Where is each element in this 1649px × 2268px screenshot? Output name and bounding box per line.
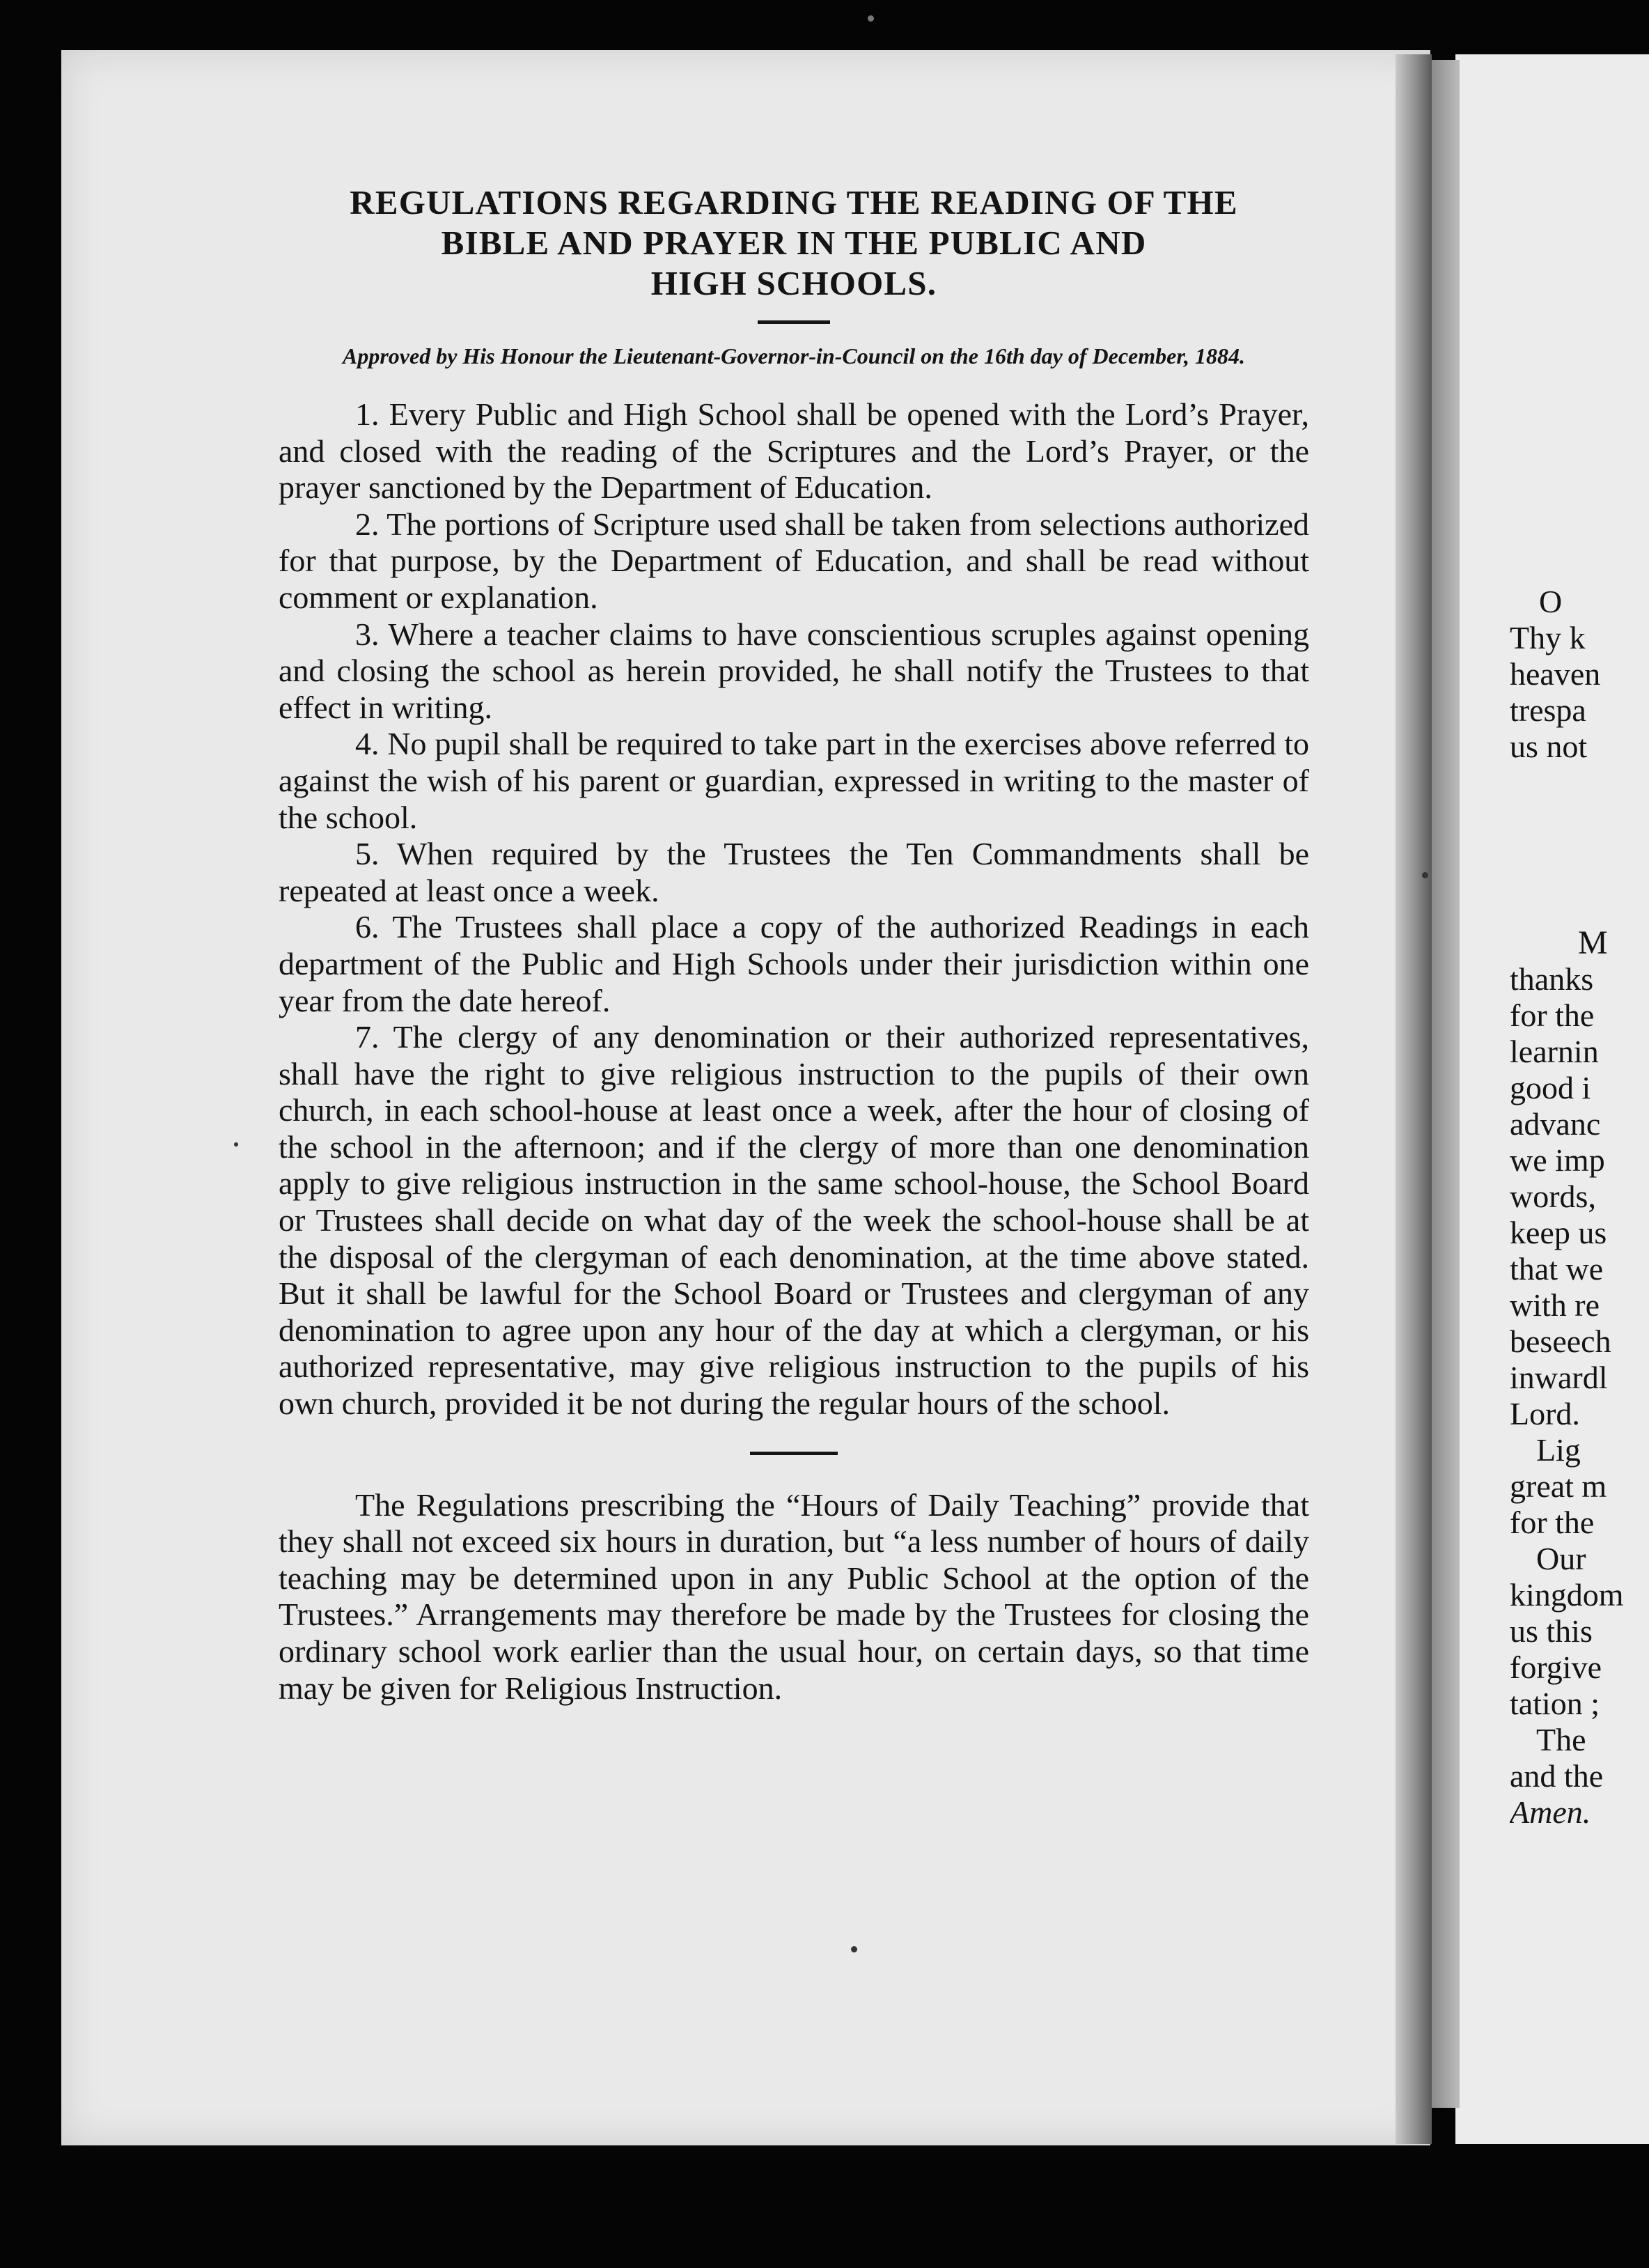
facing-line: keep us	[1510, 1215, 1607, 1250]
regulation-3: 3. Where a teacher claims to have conscientious scruples against opening and closing the school as herein provided, he shall notify the Trustees to that effect in writing.	[279, 616, 1309, 725]
facing-line: O	[1539, 584, 1563, 619]
paper-speck	[868, 15, 874, 22]
regulation-2: 2. The portions of Scripture used shall be taken from selections authorized for that purpose, by the Department of Education, and shall be read without comment or explanation.	[279, 506, 1309, 615]
facing-line: forgive	[1510, 1649, 1602, 1685]
facing-line: The	[1536, 1722, 1586, 1757]
facing-line: and the	[1510, 1758, 1604, 1794]
teaching-hours-note: The Regulations prescribing the “Hours of Daily Teaching” provide that they shall not exceed six hours in duration, but “a less number of hours of daily teaching may be determined upon in any Public School at the option of the Trustees.” Arrangements may therefore be made by the Trustees for closing the ordinary school work earlier than the usual hour, on certain days, so that time may be given for Religious Instruction.	[279, 1486, 1309, 1706]
paper-speck	[1422, 872, 1428, 878]
regulation-6: 6. The Trustees shall place a copy of the authorized Readings in each department of the Public and High Schools under their jurisdiction within one year from the date hereof.	[279, 909, 1309, 1018]
section-divider	[750, 1452, 838, 1455]
regulation-5: 5. When required by the Trustees the Ten Commandments shall be repeated at least once a week.	[279, 836, 1309, 908]
facing-line: Lig	[1536, 1432, 1581, 1468]
paper-speck	[851, 1946, 857, 1952]
facing-line: advanc	[1510, 1106, 1601, 1142]
regulation-7: 7. The clergy of any denomination or their authorized representatives, shall have the right to give religious instruction to the pupils of their own church, in each school-house at least once a week, after the hour of closing of the school in the afternoon; and if the clergy of more than one denomination apply to give religious instruction in the same school-house, the School Board or Trustees shall decide on what day of the week the school-house shall be at the disposal of the clergyman of each denomination, at the time above stated. But it shall be lawful for the School Board or Trustees and clergyman of any denomination to agree upon any hour of the day at which a clergyman, or his authorized representative, may give religious instruction to the pupils of his own church, provided it be not during the regular hours of the school.	[279, 1019, 1309, 1422]
facing-line: inwardl	[1510, 1360, 1608, 1395]
regulation-4: 4. No pupil shall be required to take part in the exercises above referred to against the wish of his parent or guardian, expressed in writing to the master of the school.	[279, 726, 1309, 835]
facing-line: M	[1578, 924, 1608, 961]
facing-line: for the	[1510, 997, 1595, 1033]
document-title: REGULATIONS REGARDING THE READING OF THE BIBLE AND PRAYER IN THE PUBLIC AND HIGH SCHOOLS.	[350, 183, 1238, 302]
regulations-list	[279, 396, 1309, 1422]
facing-line: learnin	[1510, 1034, 1599, 1069]
facing-line: Our	[1536, 1541, 1586, 1576]
facing-line: kingdom	[1510, 1577, 1624, 1613]
facing-line: tation ;	[1510, 1686, 1600, 1721]
facing-line: words,	[1510, 1179, 1596, 1214]
facing-line: with re	[1510, 1287, 1600, 1323]
approval-note: Approved by His Honour the Lieutenant-Governor-in-Council on the 16th day of December, 1884.	[342, 343, 1245, 368]
facing-line: Thy k	[1510, 620, 1586, 655]
regulation-1: 1. Every Public and High School shall be opened with the Lord’s Prayer, and closed with the reading of the Scriptures and the Lord’s Prayer, or the prayer sanctioned by the Department of Education.	[279, 396, 1309, 506]
paper-speck	[234, 1142, 238, 1147]
facing-line: for the	[1510, 1505, 1595, 1540]
facing-line: beseech	[1510, 1323, 1611, 1359]
binding-edge	[1396, 54, 1432, 2144]
facing-line: that we	[1510, 1251, 1604, 1287]
facing-line: trespa	[1510, 692, 1586, 728]
facing-page-text	[1510, 57, 1649, 2147]
facing-line: Lord.	[1510, 1396, 1580, 1431]
facing-line: great m	[1510, 1468, 1607, 1504]
facing-line: thanks	[1510, 961, 1594, 997]
document-content	[279, 182, 1309, 1707]
title-divider	[758, 320, 830, 324]
facing-line: us not	[1510, 729, 1588, 764]
facing-line: we imp	[1510, 1142, 1605, 1178]
facing-line: heaven	[1510, 656, 1601, 692]
facing-line: Amen.	[1510, 1794, 1591, 1830]
facing-line: us this	[1510, 1613, 1593, 1649]
facing-line: good i	[1510, 1070, 1591, 1105]
